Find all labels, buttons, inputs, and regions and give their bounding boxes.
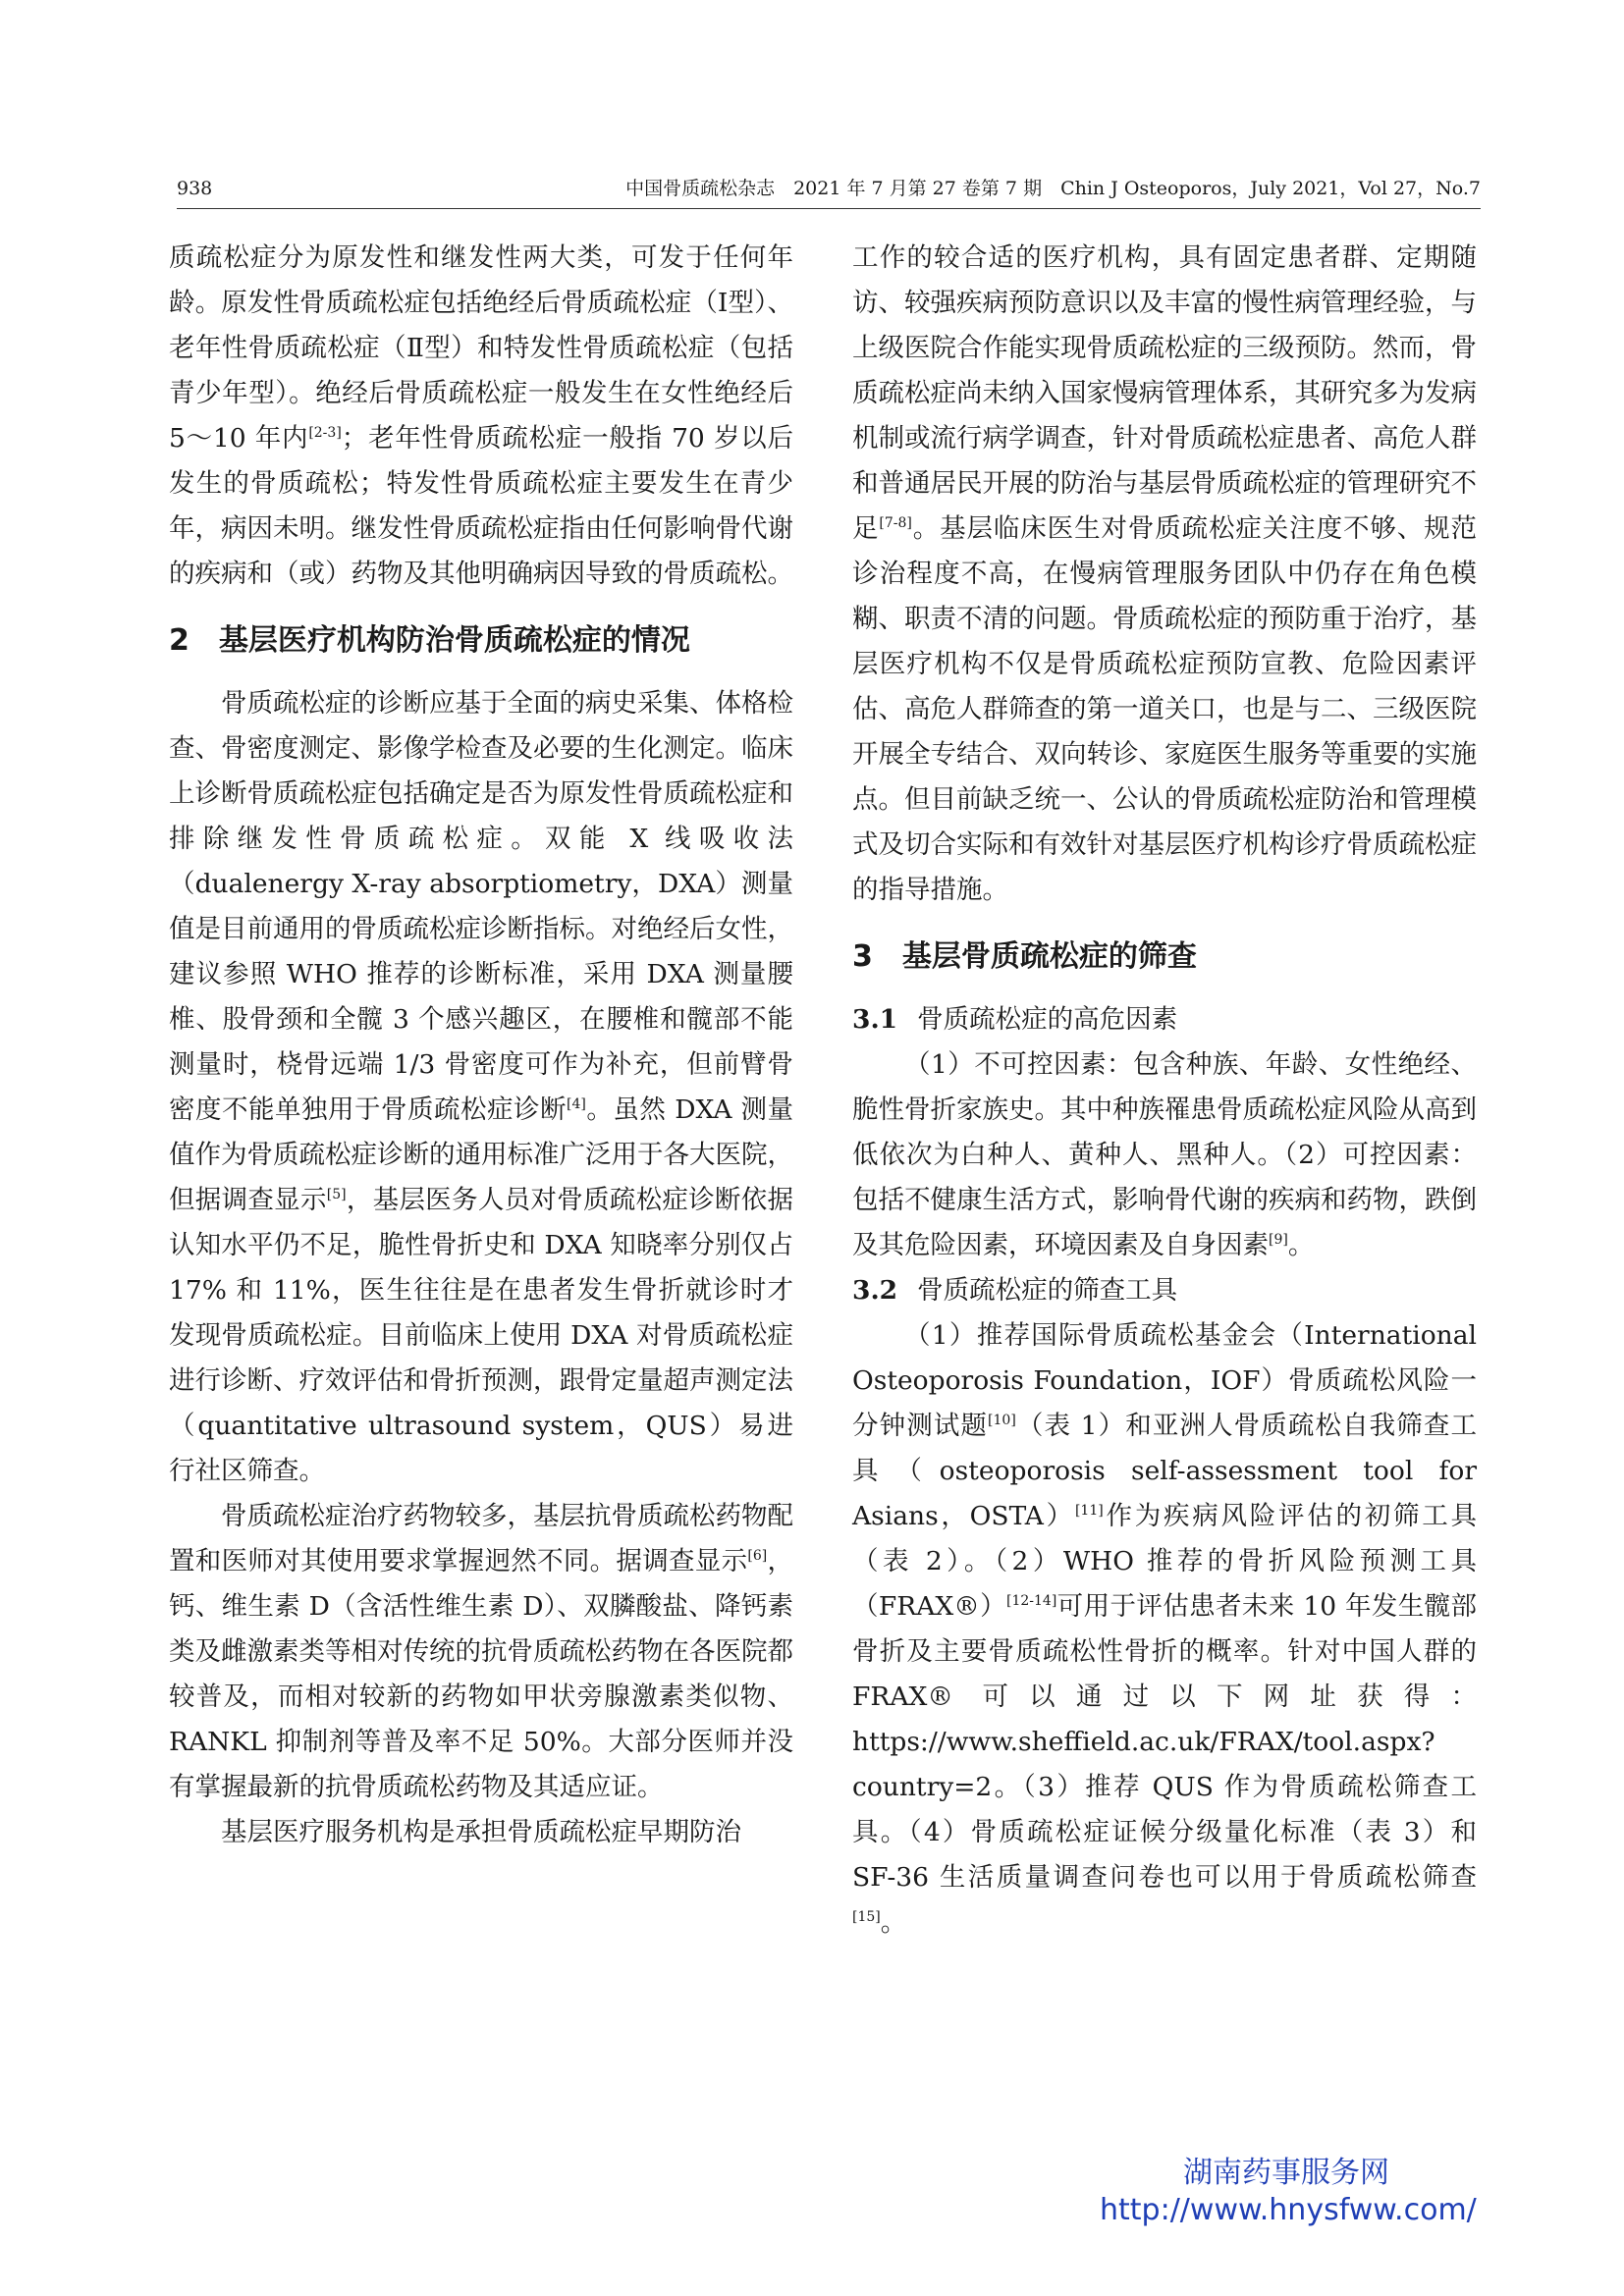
citation-ref[interactable]: [7-8]: [879, 515, 912, 532]
paragraph: （1）不可控因素：包含种族、年龄、女性绝经、脆性骨折家族史。其中种族罹患骨质疏松症风险从高到低依次为白种人、黄种人、黑种人。（2）可控因素：包括不健康生活方式，影响骨代谢的疾病和药物，跌倒及其危险因素，环境因素及自身因素[9]。: [852, 1049, 1477, 1260]
running-header: [177, 175, 1481, 209]
watermark: [1100, 2155, 1477, 2229]
citation-ref[interactable]: [12-14]: [1006, 1593, 1057, 1610]
citation-ref[interactable]: [15]: [852, 1909, 881, 1926]
watermark-name: 湖南药事服务网: [1183, 2156, 1389, 2190]
citation-ref[interactable]: [4]: [567, 1096, 586, 1113]
left-column: [169, 236, 793, 1855]
paragraph: 工作的较合适的医疗机构，具有固定患者群、定期随访、较强疾病预防意识以及丰富的慢性病管理经验，与上级医院合作能实现骨质疏松症的三级预防。然而，骨质疏松症尚未纳入国家慢病管理体系，其研究多为发病机制或流行病学调查，针对骨质疏松症患者、高危人群和普通居民开展的防治与基层骨质疏松症的管理研究不足[7-8]。基层临床医生对骨质疏松症关注度不够、规范诊治程度不高，在慢病管理服务团队中仍存在角色模糊、职责不清的问题。骨质疏松症的预防重于治疗，基层医疗机构不仅是骨质疏松症预防宣教、危险因素评估、高危人群筛查的第一道关口，也是与二、三级医院开展全专结合、双向转诊、家庭医生服务等重要的实施点。但目前缺乏统一、公认的骨质疏松症防治和管理模式及切合实际和有效针对基层医疗机构诊疗骨质疏松症的指导措施。: [852, 242, 1478, 905]
paragraph: 骨质疏松症的诊断应基于全面的病史采集、体格检查、骨密度测定、影像学检查及必要的生化测定。临床上诊断骨质疏松症包括确定是否为原发性骨质疏松症和排除继发性骨质疏松症。双能 X 线吸收法（dualenergy X-ray absorptiometry，DXA）测量值是目前通用的骨质疏松症诊断指标。对绝经后女性，建议参照 WHO 推荐的诊断标准，采用 DXA 测量腰椎、股骨颈和全髋 3 个感兴趣区，在腰椎和髋部不能测量时，桡骨远端 1/3 骨密度可作为补充，但前臂骨密度不能单独用于骨质疏松症诊断[4]。虽然 DXA 测量值作为骨质疏松症诊断的通用标准广泛用于各大医院，但据调查显示[5]，基层医务人员对骨质疏松症诊断依据认知水平仍不足，脆性骨折史和 DXA 知晓率分别仅占 17% 和 11%，医生往往是在患者发生骨折就诊时才发现骨质疏松症。目前临床上使用 DXA 对骨质疏松症进行诊断、疗效评估和骨折预测，跟骨定量超声测定法（quantitative ultrasound system，QUS）易进行社区筛查。: [169, 688, 794, 1486]
citation-ref[interactable]: [6]: [747, 1548, 768, 1565]
subsection-heading-3-1: 3.1 骨质疏松症的高危因素: [852, 1004, 1178, 1035]
citation-ref[interactable]: [10]: [988, 1413, 1016, 1429]
journal-citation: 中国骨质疏松杂志 2021 年 7 月第 27 卷第 7 期 Chin J Osteoporos，July 2021，Vol 27，No.7: [625, 178, 1481, 199]
subsection-heading-3-2: 3.2 骨质疏松症的筛查工具: [852, 1275, 1178, 1306]
paragraph: （1）推荐国际骨质疏松基金会（International Osteoporosis Foundation，IOF）骨质疏松风险一分钟测试题[10]（表 1）和亚洲人骨质疏松自我筛查工具（osteoporosis self-assessment tool for Asians，OSTA）[11]作为疾病风险评估的初筛工具（表 2）。（2）WHO 推荐的骨折风险预测工具（FRAX®）[12-14]可用于评估患者未来 10 年发生髋部骨折及主要骨质疏松性骨折的概率。针对中国人群的 FRAX® 可以通过以下网址获得：https://www.sheffield.ac.uk/FRAX/tool.aspx? country=2。（3）推荐 QUS 作为骨质疏松筛查工具。（4）骨质疏松症证候分级量化标准（表 3）和 SF-36 生活质量调查问卷也可以用于骨质疏松筛查[15]。: [852, 1320, 1478, 1938]
section-heading-3: 3 基层骨质疏松症的筛查: [852, 939, 1197, 974]
paragraph: 骨质疏松症治疗药物较多，基层抗骨质疏松药物配置和医师对其使用要求掌握迥然不同。据调查显示[6]，钙、维生素 D（含活性维生素 D）、双膦酸盐、降钙素类及雌激素类等相对传统的抗骨质疏松药物在各医院都较普及，而相对较新的药物如甲状旁腺激素类似物、RANKL 抑制剂等普及率不足 50%。大部分医师并没有掌握最新的抗骨质疏松药物及其适应证。: [169, 1501, 794, 1802]
watermark-url[interactable]: http://www.hnysfww.com/: [1100, 2193, 1477, 2227]
citation-ref[interactable]: [5]: [326, 1187, 347, 1203]
citation-ref[interactable]: [2-3]: [308, 425, 342, 442]
citation-ref[interactable]: [11]: [1074, 1503, 1104, 1520]
citation-ref[interactable]: [9]: [1269, 1232, 1288, 1249]
section-heading-2: 2 基层医疗机构防治骨质疏松症的情况: [169, 623, 690, 658]
paragraph: 基层医疗服务机构是承担骨质疏松症早期防治: [221, 1817, 741, 1847]
paragraph: 质疏松症分为原发性和继发性两大类，可发于任何年龄。原发性骨质疏松症包括绝经后骨质疏松症（Ⅰ型）、老年性骨质疏松症（Ⅱ型）和特发性骨质疏松症（包括青少年型）。绝经后骨质疏松症一般发生在女性绝经后 5～10 年内[2-3]；老年性骨质疏松症一般指 70 岁以后发生的骨质疏松；特发性骨质疏松症主要发生在青少年，病因未明。继发性骨质疏松症指由任何影响骨代谢的疾病和（或）药物及其他明确病因导致的骨质疏松。: [169, 242, 793, 589]
right-column: [852, 236, 1477, 1946]
page-number: 938: [177, 178, 213, 199]
